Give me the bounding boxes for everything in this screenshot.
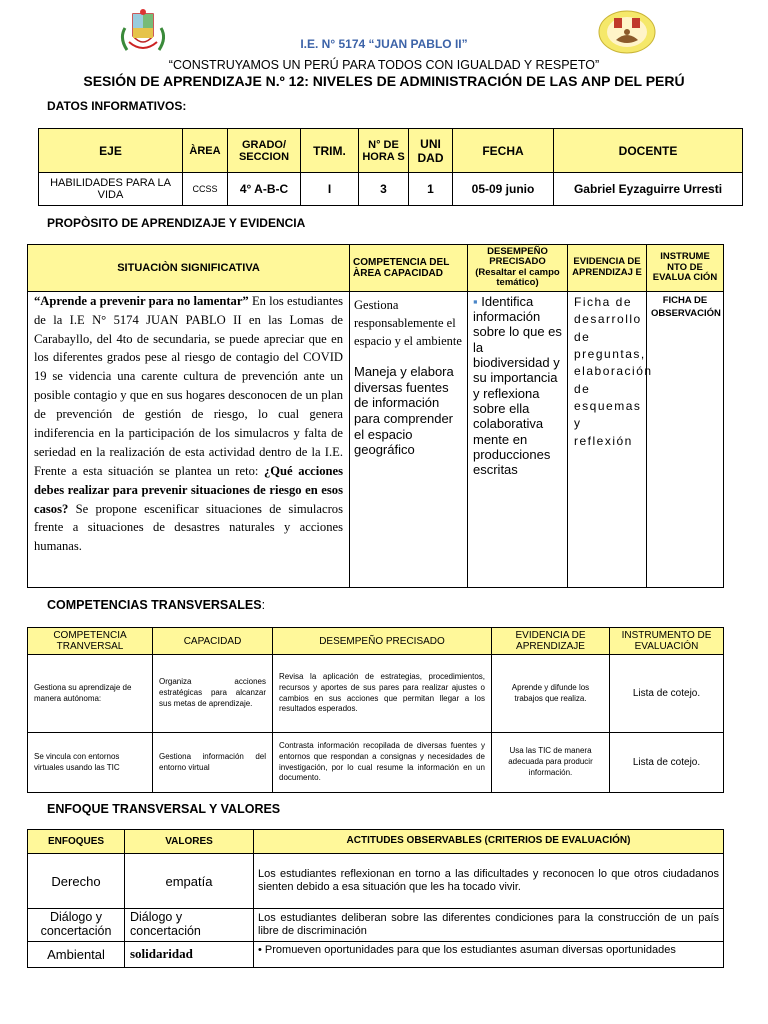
situacion-cell	[28, 291, 350, 587]
cell-desempeno: Contrasta información recopilada de diversas fuentes y entornos que respondan a consignas y necesidades de investigación, por lo cual resume la información en un documento.	[273, 733, 492, 793]
cell-evidencia: Usa las TIC de manera adecuada para producir información.	[492, 733, 610, 793]
col-competencia-transversal: COMPETENCIA TRANVERSAL	[28, 628, 153, 655]
instrumento-cell	[647, 291, 724, 587]
competencia-text: Gestiona responsablemente el espacio y el ambiente	[354, 297, 462, 348]
table-row	[28, 941, 724, 967]
cell-capacidad: Gestiona información del entorno virtual	[153, 733, 273, 793]
situacion-text-2: Se propone escenificar situaciones de simulacros frente a situaciones de desastres naturales y acciones humanas.	[34, 501, 343, 554]
situacion-bold-2: ¿Qué acciones debes realizar para prevenir situaciones de riesgo en esos casos?	[34, 463, 343, 516]
col-unidad: UNI DAD	[409, 129, 453, 173]
datos-table	[38, 128, 743, 206]
transversales-table	[27, 627, 724, 793]
cell-instrumento: Lista de cotejo.	[610, 655, 724, 733]
cell-capacidad: Organiza acciones estratégicas para alcanzar sus metas de aprendizaje.	[153, 655, 273, 733]
col-instrumento-evaluacion: INSTRUMENTO DE EVALUACIÓN	[610, 628, 724, 655]
col-horas: N° DE HORA S	[359, 129, 409, 173]
competencia-cell	[350, 291, 468, 587]
cell-valor: empatía	[125, 854, 254, 909]
proposito-table	[27, 244, 724, 588]
col-actitudes: ACTITUDES OBSERVABLES (CRITERIOS DE EVALUACIÓN)	[254, 830, 724, 854]
cell-desempeno: Revisa la aplicación de estrategias, procedimientos, recursos y aportes de sus pares para realizar ajustes o cambios en sus acciones que permitan llegar a los resultados esperados.	[273, 655, 492, 733]
cell-instrumento: Lista de cotejo.	[610, 733, 724, 793]
col-instrumento: INSTRUME NTO DE EVALUA CIÓN	[647, 245, 724, 292]
proposito-heading: PROPÒSITO DE APRENDIZAJE Y EVIDENCIA	[47, 216, 306, 230]
transversales-heading	[47, 598, 265, 612]
cell-actitud: Los estudiantes deliberan sobre las diferentes condiciones para la construcción de un país libre de discriminación	[254, 909, 724, 942]
col-docente: DOCENTE	[554, 129, 743, 173]
col-desempeno: DESEMPEÑO PRECISADO (Resaltar el campo temático)	[468, 245, 568, 292]
evidencia-text: Ficha de desarrollo de preguntas, elaboración de esquemas y reflexión	[574, 294, 653, 448]
col-fecha: FECHA	[453, 129, 554, 173]
cell-unidad: 1	[409, 173, 453, 206]
enfoque-table	[27, 829, 724, 968]
cell-area: CCSS	[183, 173, 228, 206]
col-desempeno-precisado: DESEMPEÑO PRECISADO	[273, 628, 492, 655]
cell-enfoque: Diálogo y concertación	[28, 909, 125, 942]
table-row	[28, 733, 724, 793]
col-evidencia-aprendizaje: EVIDENCIA DE APRENDIZAJE	[492, 628, 610, 655]
col-trim: TRIM.	[301, 129, 359, 173]
situacion-text-1: En los estudiantes de la I.E N° 5174 JUAN PABLO II en las Lomas de Carabayllo, del 4to de secundaria, se puede apreciar que en los diferentes grados pese al riesgo de contagio del COVID 19 se videncia una carente cultura de prevención ante un posible contagio y que en sus hogares desconocen de un plan de prevención de gestión de riesgo, lo cual genera indiferencia en la participación de los simulacros y falta de seriedad en la realización de esta actividad dentro de la I.E. Frente a esta situación se plantea un reto:	[34, 293, 343, 478]
col-capacidad: CAPACIDAD	[153, 628, 273, 655]
col-grado: GRADO/ SECCION	[228, 129, 301, 173]
capacidad-text: Maneja y elabora diversas fuentes de información para comprender el espacio geográfico	[354, 364, 454, 458]
cell-horas: 3	[359, 173, 409, 206]
cell-actitud: • Promueven oportunidades para que los estudiantes asuman diversas oportunidades	[254, 941, 724, 967]
col-situacion: SITUACIÒN SIGNIFICATIVA	[28, 245, 350, 292]
transversales-heading-text: COMPETENCIAS TRANSVERSALES	[47, 598, 262, 612]
cell-trim: I	[301, 173, 359, 206]
bullet-icon: ▪	[473, 293, 478, 309]
cell-grado: 4° A-B-C	[228, 173, 301, 206]
cell-competencia: Se vincula con entornos virtuales usando las TIC	[28, 733, 153, 793]
cell-valor: Diálogo y concertación	[125, 909, 254, 942]
cell-actitud: Los estudiantes reflexionan en torno a las dificultades y reconocen lo que otros ciudadanos sienten debido a esa situación que les ha tocado vivir.	[254, 854, 724, 909]
col-evidencia: EVIDENCIA DE APRENDIZAJ E	[568, 245, 647, 292]
school-name: I.E. N° 5174 “JUAN PABLO II”	[300, 37, 468, 51]
motto: “CONSTRUYAMOS UN PERÚ PARA TODOS CON IGUALDAD Y RESPETO”	[168, 58, 600, 72]
table-row	[28, 854, 724, 909]
evidencia-cell	[568, 291, 653, 587]
table-row	[28, 655, 724, 733]
datos-heading: DATOS INFORMATIVOS:	[47, 99, 187, 113]
cell-eje: HABILIDADES PARA LA VIDA	[39, 173, 183, 206]
enfoque-heading: ENFOQUE TRANSVERSAL Y VALORES	[47, 802, 281, 816]
page-title: SESIÓN DE APRENDIZAJE N.º 12: NIVELES DE ADMINISTRACIÓN DE LAS ANP DEL PERÚ	[83, 73, 685, 89]
cell-evidencia: Aprende y difunde los trabajos que realiza.	[492, 655, 610, 733]
col-valores: VALORES	[125, 830, 254, 854]
col-area: ÀREA	[183, 129, 228, 173]
col-enfoques: ENFOQUES	[28, 830, 125, 854]
situacion-bold-1: “Aprende a prevenir para no lamentar”	[34, 293, 249, 308]
cell-fecha: 05-09 junio	[453, 173, 554, 206]
cell-enfoque: Ambiental	[28, 941, 125, 967]
desempeno-text: Identifica información sobre lo que es la biodiversidad y su importancia y reflexiona sobre ella colaborativa mente en producciones escritas	[473, 293, 562, 478]
col-eje: EJE	[39, 129, 183, 173]
cell-enfoque: Derecho	[28, 854, 125, 909]
cell-docente: Gabriel Eyzaguirre Urresti	[554, 173, 743, 206]
desempeno-cell	[468, 291, 568, 587]
transversales-heading-suffix: :	[261, 598, 266, 612]
cell-valor: solidaridad	[125, 941, 254, 967]
cell-competencia: Gestiona su aprendizaje de manera autónoma:	[28, 655, 153, 733]
instrumento-text: FICHA DE OBSERVACIÓN	[651, 294, 721, 320]
table-row	[28, 909, 724, 942]
col-competencia: COMPETENCIA DEL ÀREA CAPACIDAD	[350, 245, 468, 292]
